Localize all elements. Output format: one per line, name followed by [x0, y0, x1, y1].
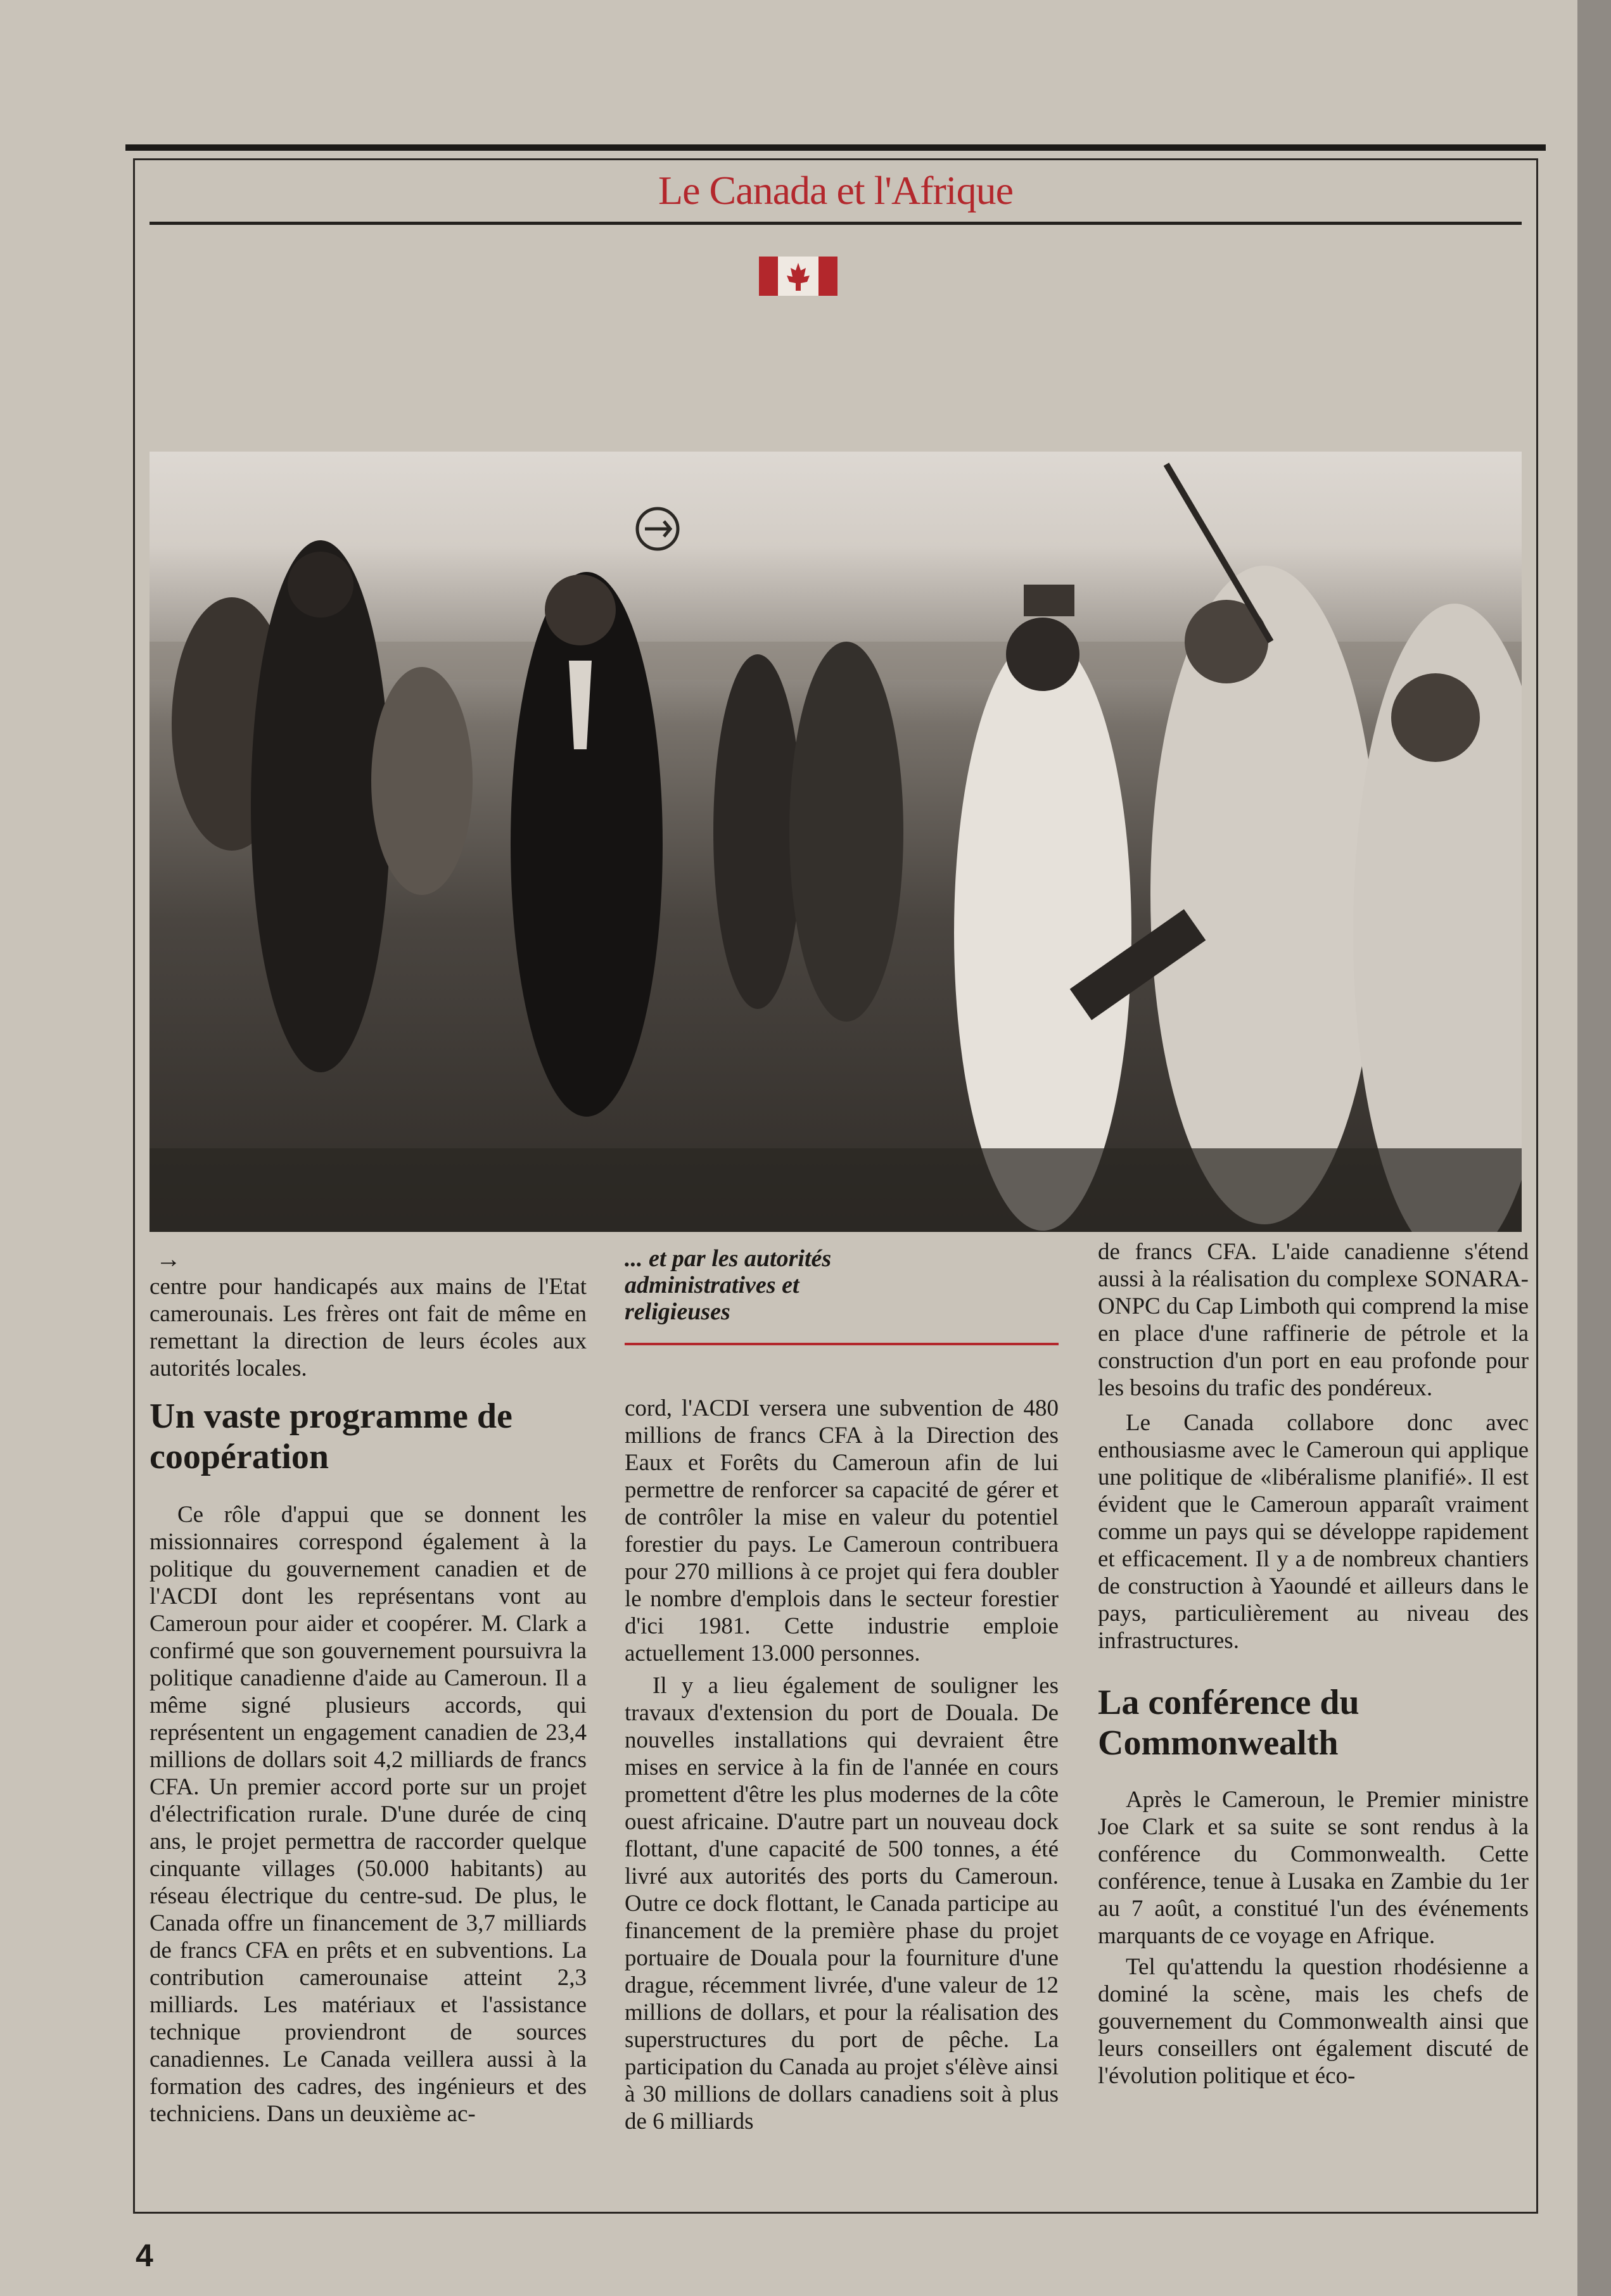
top-rule	[125, 144, 1546, 151]
canadian-flag-icon	[759, 257, 837, 296]
paragraph: de francs CFA. L'aide canadienne s'étend aussi à la réalisation du complexe SONARA-ONPC du Cap Limboth qui comprend la mise en place d'une raffinerie de pétrole et la construction d'un port en eau profonde pour les besoins du trafic des pondéreux.	[1098, 1239, 1529, 1401]
section-heading: La conférence du Commonwealth	[1098, 1683, 1359, 1763]
page-number: 4	[136, 2238, 153, 2273]
red-divider	[625, 1343, 1059, 1345]
paragraph: Il y a lieu également de souligner les travaux d'extension du port de Douala. De nouvelles installations qui devraient être mises en service à la fin de l'année en cours promettent d'être les plus modernes de la côte ouest africaine. D'autre part un nouveau dock flottant, d'une capacité de 500 tonnes, a été livré aux autorités des ports du Cameroun. Outre ce dock flottant, le Canada participe au financement de la première phase du projet portuaire de Douala pour la fourniture d'une drague, récemment livrée, d'une valeur de 12 millions de dollars, et pour la réalisation des superstructures du port de pêche. La participation du Canada au projet s'élève ainsi à 30 millions de dollars canadiens soit à plus de 6 milliards	[625, 1673, 1059, 2134]
masthead-title: Le Canada et l'Afrique	[658, 168, 1013, 213]
paragraph: Après le Cameroun, le Premier ministre Joe Clark et sa suite se sont rendus à la conférence du Commonwealth. Cette conférence, tenue à Lusaka en Zambie du 1er au 7 août, a constitué l'un des événements marquants de ce voyage en Afrique.	[1098, 1787, 1529, 1949]
continued-arrow: →	[156, 1245, 181, 1273]
paragraph: cord, l'ACDI versera une subvention de 480 millions de francs CFA à la Direction des Eaux et Forêts du Cameroun afin de lui permettre de renforcer sa capacité de gérer et de contrôler la mise en valeur du potentiel forestier du pays. Le Cameroun contribuera pour 270 millions à ce projet qui fera doubler le nombre d'emplois dans le secteur forestier d'ici 1981. Cette industrie emploie actuellement 13.000 personnes.	[625, 1395, 1059, 1666]
section-heading: Un vaste programme de coopération	[150, 1397, 513, 1476]
column-3	[1098, 1238, 1529, 2090]
masthead	[150, 163, 1522, 225]
sidebar-heading: ... et par les autorités administratives et religieuses	[625, 1245, 832, 1325]
news-photo	[150, 452, 1522, 1232]
paragraph: Le Canada collabore donc avec enthousiasme avec le Cameroun qui applique une politique de «libéralisme planifié». Il est évident que le Cameroun apparaît vraiment comme un pays qui se développe rapidement et efficacement. Il y a de nombreux chantiers de construction à Yaoundé et ailleurs dans le pays, particulièrement au niveau des infrastructures.	[1098, 1410, 1529, 1654]
paragraph: Ce rôle d'appui que se donnent les missionnaires correspond également à la politique du gouvernement canadien et de l'ACDI dont les représentans vont au Cameroun pour aider et coopérer. M. Clark a confirmé que son gouvernement poursuivra la politique canadienne d'aide au Cameroun. Il a même signé plusieurs accords, qui représentent un engagement canadien de 23,4 millions de dollars soit 4,2 milliards de francs CFA. Un premier accord porte sur un projet d'électrification rurale. D'une durée de cinq ans, le projet permettra de raccorder quelque cinquante villages (50.000 habitants) au réseau électrique du centre-sud. De plus, le Canada offre un financement de 3,7 milliards de francs CFA en prêts et en subventions. La contribution camerounaise atteint 2,3 milliards. Les matériaux et l'assistance technique proviendront de sources canadiennes. Le Canada veillera aussi à la formation des cadres, des ingénieurs et des techniciens. Dans un deuxième ac-	[150, 1502, 587, 2127]
column-1	[150, 1246, 587, 2128]
paragraph: centre pour handicapés aux mains de l'Etat camerounais. Les frères ont fait de même en remettant la direction de leurs écoles aux autorités locales.	[150, 1274, 587, 1381]
page-edge	[1577, 0, 1611, 2296]
column-2	[625, 1245, 1059, 2135]
paragraph: Tel qu'attendu la question rhodésienne a dominé la scène, mais les chefs de gouvernement du Commonwealth ainsi que leurs conseillers ont également discuté de l'évolution politique et éco-	[1098, 1954, 1529, 2089]
